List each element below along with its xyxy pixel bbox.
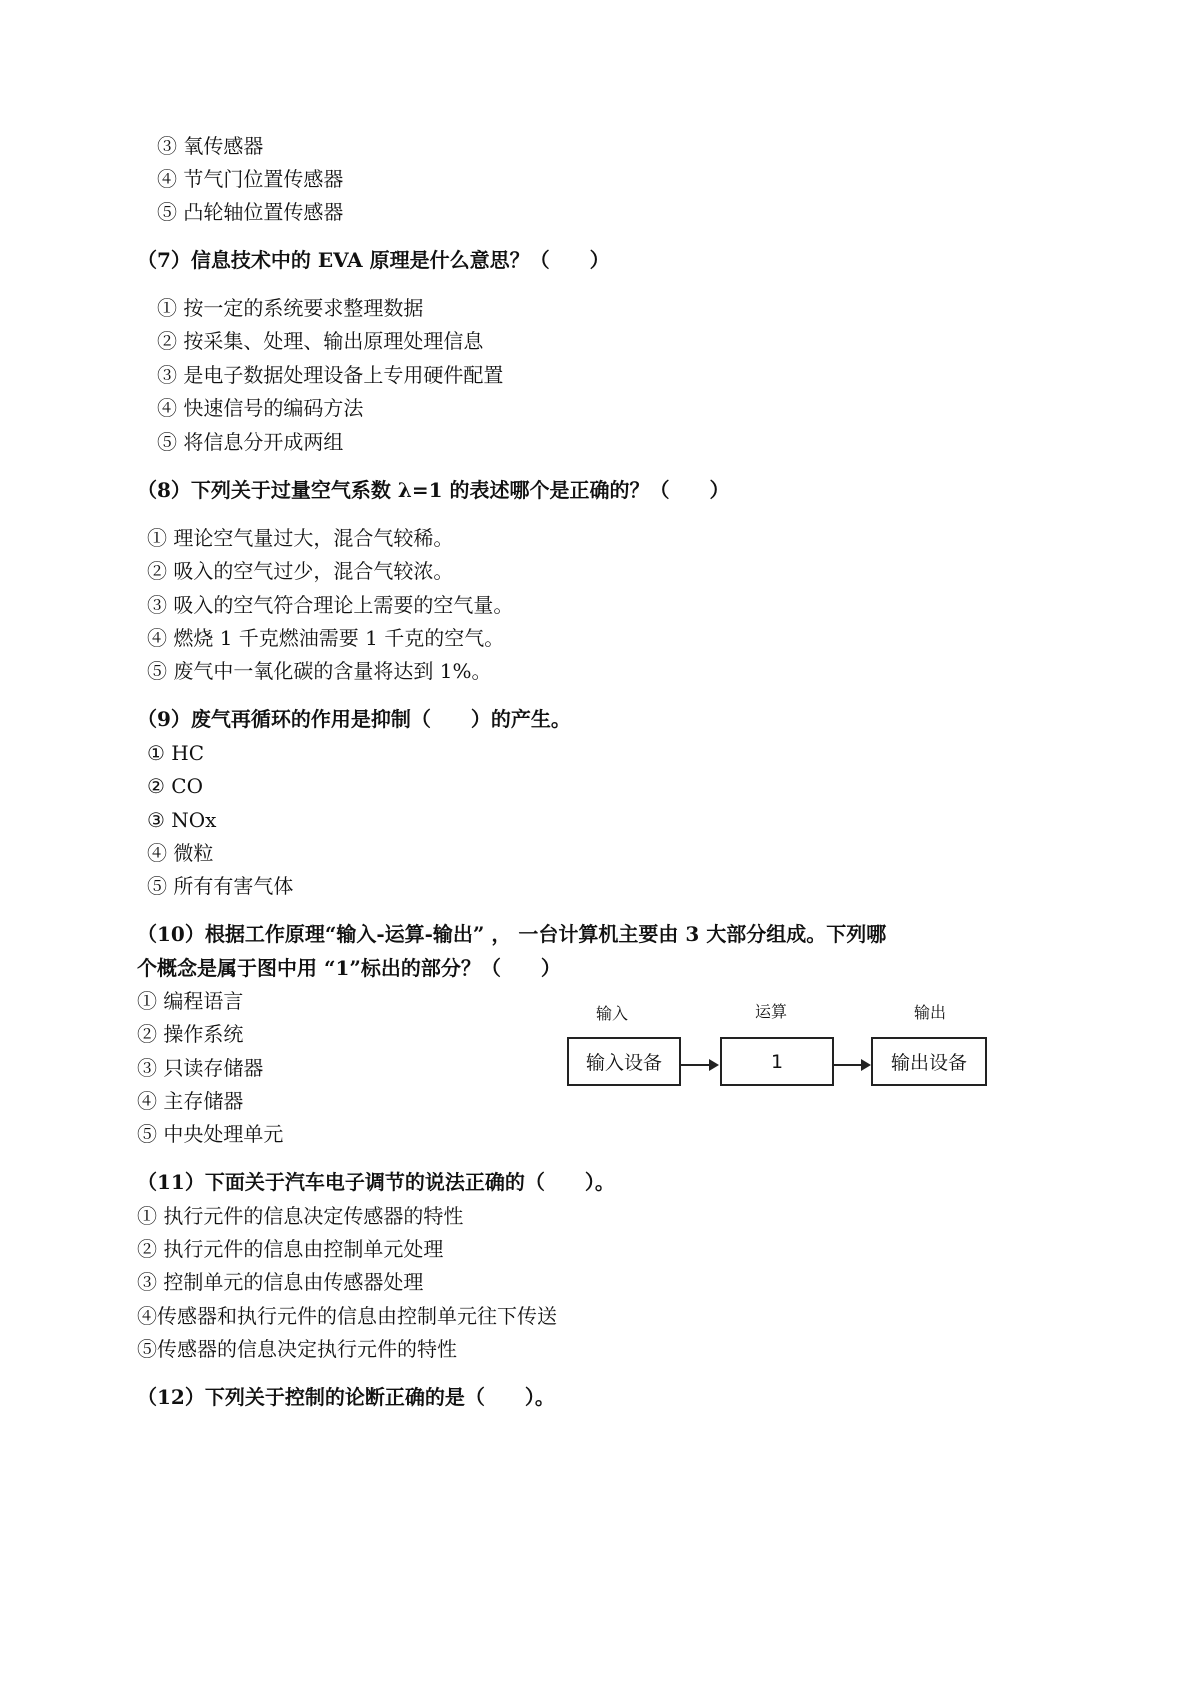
diagram-label-process: 运算 [755,1002,788,1021]
diagram-arrowhead-2 [861,1059,871,1071]
q9-option-5: ⑤ 所有有害气体 [147,874,294,898]
q8-option-1: ① 理论空气量过大，混合气较稀。 [147,526,454,550]
q6-option-4: ④ 节气门位置传感器 [157,167,344,191]
q9-question: （9）废气再循环的作用是抑制（ ）的产生。 [137,707,571,731]
q10-question-line2: 个概念是属于图中用 “1”标出的部分？（ ） [137,956,561,980]
q9-option-2: ② CO [147,774,203,798]
q10-option-4: ④ 主存储器 [137,1089,244,1113]
q10-option-3: ③ 只读存储器 [137,1056,264,1080]
q6-option-5: ⑤ 凸轮轴位置传感器 [157,200,344,224]
q10-question-line1: （10）根据工作原理“输入-运算-输出” ， 一台计算机主要由 3 大部分组成。下列哪 [137,922,887,946]
q7-option-4: ④ 快速信号的编码方法 [157,396,364,420]
q9-option-3: ③ NOx [147,808,217,832]
q11-option-4: ④传感器和执行元件的信息由控制单元往下传送 [137,1304,557,1328]
diagram-box-input-device: 输入设备 [567,1037,681,1086]
diagram-label-output: 输出 [914,1003,947,1022]
diagram-label-input: 输入 [596,1004,629,1023]
q11-question: （11）下面关于汽车电子调节的说法正确的（ ）。 [137,1170,615,1194]
q12-question: （12）下列关于控制的论断正确的是（ ）。 [137,1385,555,1409]
q11-option-3: ③ 控制单元的信息由传感器处理 [137,1270,424,1294]
q11-option-5: ⑤传感器的信息决定执行元件的特性 [137,1337,457,1361]
q11-option-1: ① 执行元件的信息决定传感器的特性 [137,1204,464,1228]
q7-question: （7）信息技术中的 EVA 原理是什么意思？（ ） [137,248,610,272]
diagram-arrowhead-1 [709,1059,719,1071]
q7-option-2: ② 按采集、处理、输出原理处理信息 [157,329,484,353]
q10-option-1: ① 编程语言 [137,989,244,1013]
q9-option-4: ④ 微粒 [147,841,214,865]
q8-option-5: ⑤ 废气中一氧化碳的含量将达到 1%。 [147,659,492,683]
q6-option-3: ③ 氧传感器 [157,134,264,158]
diagram-arrow-1 [681,1064,709,1066]
q7-option-5: ⑤ 将信息分开成两组 [157,430,344,454]
q7-option-1: ① 按一定的系统要求整理数据 [157,296,424,320]
q10-option-2: ② 操作系统 [137,1022,244,1046]
q7-option-3: ③ 是电子数据处理设备上专用硬件配置 [157,363,504,387]
q8-option-3: ③ 吸入的空气符合理论上需要的空气量。 [147,593,514,617]
q9-option-1: ① HC [147,741,205,765]
q10-option-5: ⑤ 中央处理单元 [137,1122,284,1146]
diagram-box-output-device: 输出设备 [871,1037,987,1086]
q8-question: （8）下列关于过量空气系数 λ=1 的表述哪个是正确的？（ ） [137,478,730,502]
q11-option-2: ② 执行元件的信息由控制单元处理 [137,1237,444,1261]
q8-option-4: ④ 燃烧 1 千克燃油需要 1 千克的空气。 [147,626,505,650]
q8-option-2: ② 吸入的空气过少，混合气较浓。 [147,559,454,583]
diagram-box-process: 1 [720,1037,834,1086]
diagram-arrow-2 [834,1064,861,1066]
